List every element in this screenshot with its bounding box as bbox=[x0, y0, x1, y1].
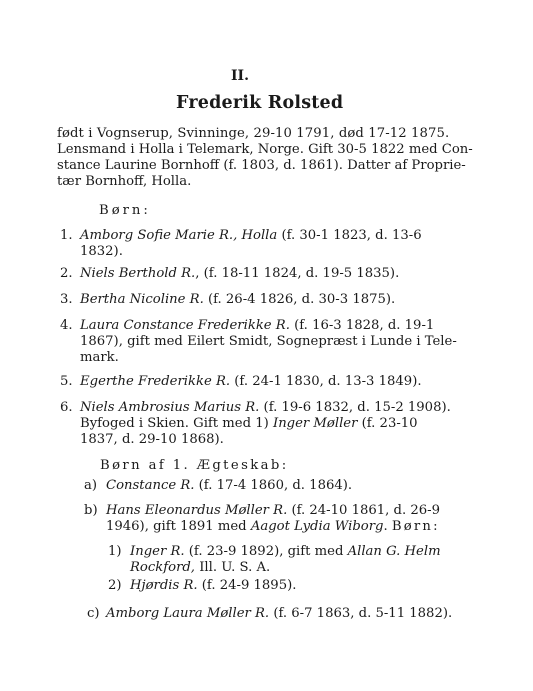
child-number: 2. bbox=[60, 266, 73, 281]
child-entry bbox=[80, 292, 395, 307]
child-entry-cont: mark. bbox=[80, 350, 119, 365]
grandchild-entry bbox=[106, 503, 440, 518]
child-number: 1. bbox=[60, 228, 73, 243]
great-grandchild-name: Hjørdis R. bbox=[130, 578, 198, 593]
text-run: Ill. U. S. A. bbox=[195, 560, 271, 575]
page-title: Frederik Rolsted bbox=[176, 93, 344, 113]
great-grandchild-entry bbox=[130, 578, 296, 593]
child-name: Amborg Sofie Marie R., Holla bbox=[80, 228, 278, 243]
child-entry-cont: 1867), gift med Eilert Smidt, Sognepræst i Lunde i Tele- bbox=[80, 334, 457, 349]
great-grandchild-label: 2) bbox=[108, 578, 122, 593]
child-entry-cont: 1832). bbox=[80, 244, 123, 259]
text-run: . bbox=[383, 519, 392, 534]
grandchild-name: Constance R. bbox=[106, 478, 195, 493]
child-entry bbox=[80, 374, 422, 389]
great-grandchild-entry-cont bbox=[130, 560, 270, 575]
section-number: II. bbox=[231, 68, 249, 84]
intro-line: tær Bornhoff, Holla. bbox=[57, 174, 192, 189]
child-name: Bertha Nicoline R. bbox=[80, 292, 204, 307]
place-name: Rockford, bbox=[130, 560, 196, 575]
text-run: 1946), gift 1891 med bbox=[106, 519, 251, 534]
grandchild-label: c) bbox=[87, 606, 100, 621]
child-number: 3. bbox=[60, 292, 73, 307]
child-entry-cont: 1837, d. 29-10 1868). bbox=[80, 432, 224, 447]
great-grandchild-entry bbox=[130, 544, 441, 559]
grandchild-dates: (f. 24-10 1861, d. 26-9 bbox=[287, 503, 441, 518]
children-heading: Børn: bbox=[99, 203, 151, 218]
child-number: 4. bbox=[60, 318, 73, 333]
child-entry bbox=[80, 266, 399, 281]
great-grandchild-name: Inger R. bbox=[130, 544, 185, 559]
spouse-name: Inger Møller bbox=[272, 416, 358, 431]
grandchild-entry bbox=[106, 606, 452, 621]
child-dates: , (f. 18-11 1824, d. 19-5 1835). bbox=[195, 266, 400, 281]
child-number: 6. bbox=[60, 400, 73, 415]
grandchild-label: b) bbox=[84, 503, 98, 518]
child-dates: (f. 16-3 1828, d. 19-1 bbox=[289, 318, 435, 333]
grandchild-label: a) bbox=[84, 478, 98, 493]
grandchildren-heading: Børn af 1. Ægteskab: bbox=[100, 458, 289, 473]
grandchild-dates: (f. 17-4 1860, d. 1864). bbox=[194, 478, 353, 493]
grandchild-entry bbox=[106, 478, 352, 493]
spouse-name: Allan G. Helm bbox=[347, 544, 441, 559]
grandchild-entry-cont bbox=[106, 519, 440, 534]
born-label: Børn: bbox=[391, 519, 440, 534]
child-number: 5. bbox=[60, 374, 73, 389]
text-run: (f. 23-9 1892), gift med bbox=[184, 544, 348, 559]
intro-line: født i Vognserup, Svinninge, 29-10 1791, død 17-12 1875. bbox=[57, 126, 450, 141]
text-run: (f. 23-10 bbox=[357, 416, 418, 431]
intro-line: stance Laurine Bornhoff (f. 1803, d. 1861). Datter af Proprie- bbox=[57, 158, 466, 173]
intro-line: Lensmand i Holla i Telemark, Norge. Gift 30-5 1822 med Con- bbox=[57, 142, 473, 157]
grandchild-name: Amborg Laura Møller R. bbox=[106, 606, 270, 621]
child-entry bbox=[80, 400, 451, 415]
child-dates: (f. 26-4 1826, d. 30-3 1875). bbox=[203, 292, 396, 307]
great-grandchild-label: 1) bbox=[108, 544, 122, 559]
child-entry-cont bbox=[80, 416, 418, 431]
child-dates: (f. 30-1 1823, d. 13-6 bbox=[277, 228, 422, 243]
text-run: (f. 24-9 1895). bbox=[197, 578, 297, 593]
child-entry bbox=[80, 318, 434, 333]
child-entry bbox=[80, 228, 422, 243]
spouse-name: Aagot Lydia Wiborg bbox=[250, 519, 384, 534]
child-name: Niels Ambrosius Marius R. bbox=[80, 400, 260, 415]
grandchild-name: Hans Eleonardus Møller R. bbox=[106, 503, 288, 518]
text-run: Byfoged i Skien. Gift med 1) bbox=[80, 416, 273, 431]
grandchild-dates: (f. 6-7 1863, d. 5-11 1882). bbox=[269, 606, 453, 621]
child-name: Niels Berthold R. bbox=[80, 266, 196, 281]
child-name: Egerthe Frederikke R. bbox=[80, 374, 231, 389]
child-dates: (f. 19-6 1832, d. 15-2 1908). bbox=[259, 400, 451, 415]
child-dates: (f. 24-1 1830, d. 13-3 1849). bbox=[230, 374, 422, 389]
child-name: Laura Constance Frederikke R. bbox=[80, 318, 290, 333]
